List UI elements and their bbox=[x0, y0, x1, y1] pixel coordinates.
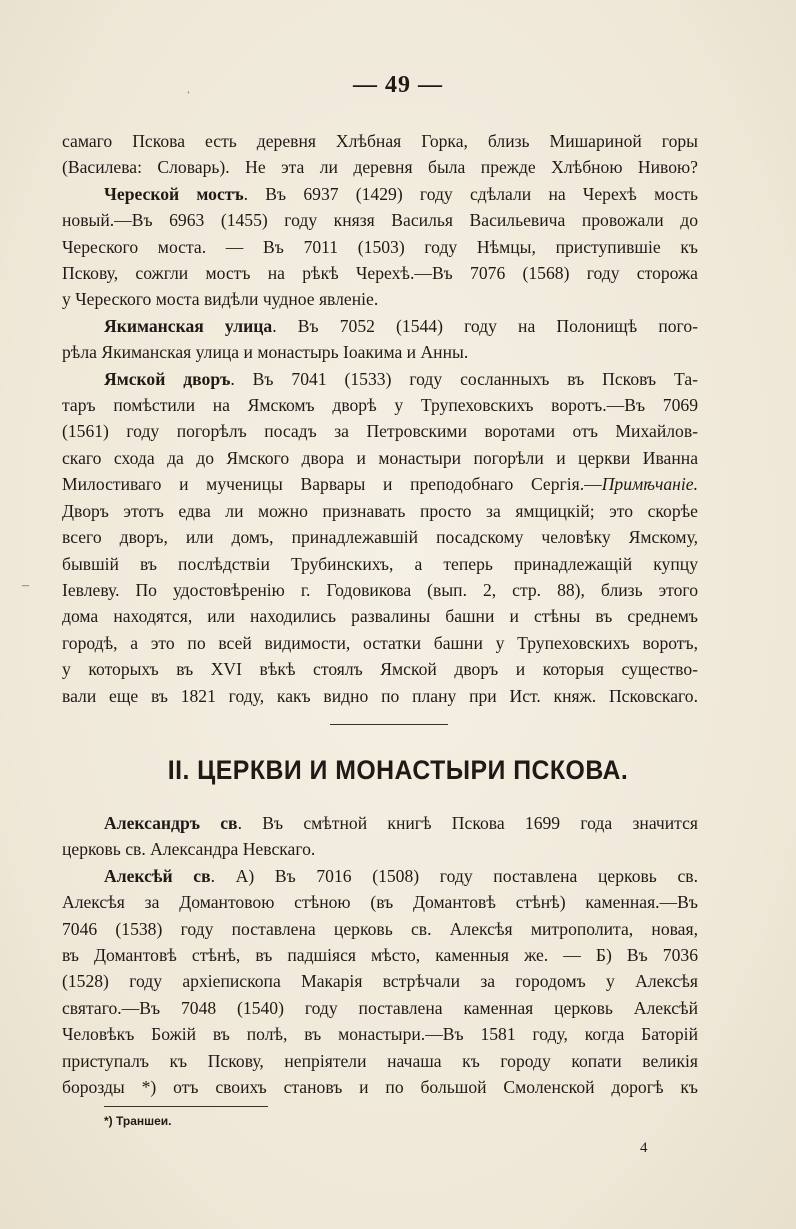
line: (1561) году погорѣлъ посадъ за Петровскими воротами отъ Михайлов- bbox=[62, 421, 698, 442]
line: . Въ 7052 (1544) году на Полонищѣ пого- bbox=[272, 315, 698, 336]
line: Череского моста. — Въ 7011 (1503) году Нѣмцы, приступившіе къ bbox=[62, 236, 698, 257]
line: у Череского моста видѣли чудное явленіе. bbox=[62, 289, 379, 310]
line: (1528) году архіепископа Макарія встрѣчали за городомъ у Алексѣя bbox=[62, 971, 698, 992]
paragraph-line bbox=[62, 836, 698, 862]
heading-term: Череской мостъ bbox=[104, 183, 244, 204]
signature-mark: 4 bbox=[640, 1140, 648, 1156]
line: Человѣкъ Божій въ полѣ, въ монастыри.—Въ 1581 году, когда Баторій bbox=[62, 1024, 698, 1045]
line: . Въ смѣтной книгѣ Пскова 1699 года значится bbox=[237, 813, 698, 833]
second-section bbox=[62, 810, 698, 1100]
heading-term: Александръ св bbox=[104, 813, 238, 833]
margin-dash: – bbox=[22, 578, 29, 593]
line: скаго схода да до Ямского двора и монастыри погорѣли и церкви Иванна bbox=[62, 447, 698, 468]
paragraph-line bbox=[62, 942, 698, 968]
heading-term: Ямской дворъ bbox=[104, 368, 231, 389]
note-label: Примѣчаніе. bbox=[601, 474, 698, 495]
paragraph-yamskoy-dvor bbox=[62, 366, 698, 392]
footnote: *) Траншеи. bbox=[104, 1114, 172, 1128]
page-number: — 49 — bbox=[353, 72, 443, 98]
paragraph-aleksey bbox=[62, 863, 698, 889]
line: у которыхъ въ XVI вѣкѣ стоялъ Ямской дворъ и которыя существо- bbox=[62, 659, 698, 680]
line: приступалъ къ Пскову, непріятели начаша къ городу копати великія bbox=[62, 1050, 698, 1071]
line: . Въ 6937 (1429) году сдѣлали на Черехѣ мость bbox=[243, 183, 698, 204]
line: Алексѣя за Домантовою стѣною (въ Домантовѣ стѣнѣ) каменная.—Въ bbox=[62, 892, 698, 913]
paragraph-line bbox=[62, 630, 698, 656]
line: борозды *) отъ своихъ становъ и по большой Смоленской дорогѣ къ bbox=[62, 1077, 698, 1098]
paragraph-line bbox=[62, 471, 698, 497]
heading-term: Якиманская улица bbox=[104, 315, 273, 336]
paragraph-gorka bbox=[62, 128, 698, 181]
line: дома находятся, или находились развалины башни и стѣны въ среднемъ bbox=[62, 606, 698, 627]
line: въ Домантовѣ стѣнѣ, въ падшіяся мѣсто, каменныя же. — Б) Въ 7036 bbox=[62, 945, 698, 966]
footnote-divider bbox=[104, 1106, 268, 1107]
paragraph-line bbox=[62, 286, 698, 312]
line: 7046 (1538) году поставлена церковь св. Алексѣя митрополита, новая, bbox=[62, 918, 698, 939]
paragraph-line bbox=[62, 498, 698, 524]
first-section bbox=[62, 128, 698, 709]
paragraph-line bbox=[62, 1021, 698, 1047]
line: новый.—Въ 6963 (1455) году князя Василья Васильевича провожали до bbox=[62, 210, 698, 231]
paragraph-line bbox=[62, 418, 698, 444]
line: городѣ, а это по всей видимости, остатки башни у Трупеховскихъ воротъ, bbox=[62, 632, 698, 653]
paragraph-line bbox=[62, 339, 698, 365]
line: Пскову, сожгли мостъ на рѣкѣ Черехѣ.—Въ 7076 (1568) году сторожа bbox=[62, 263, 698, 284]
margin-tick: ˈ bbox=[186, 90, 191, 105]
paragraph-line bbox=[62, 995, 698, 1021]
line: бывшій въ послѣдствіи Трубинскихъ, а теперь принадлежащій купцу bbox=[62, 553, 698, 574]
paragraph-line bbox=[62, 889, 698, 915]
paragraph-line bbox=[62, 916, 698, 942]
paragraph-line bbox=[62, 260, 698, 286]
line: святаго.—Въ 7048 (1540) году поставлена каменная церковь Алексѣй bbox=[62, 997, 698, 1018]
paragraph-line bbox=[62, 207, 698, 233]
paragraph-line bbox=[62, 445, 698, 471]
line: . А) Въ 7016 (1508) году поставлена церковь св. bbox=[210, 865, 699, 886]
line: таръ помѣстили на Ямскомъ дворѣ у Трупеховскихъ воротъ.—Въ 7069 bbox=[62, 395, 698, 416]
paragraph-line bbox=[62, 234, 698, 260]
paragraph-line bbox=[62, 1074, 698, 1100]
heading-term: Алексѣй св bbox=[104, 865, 211, 886]
section-divider bbox=[330, 724, 448, 725]
line: рѣла Якиманская улица и монастырь Іоакима и Анны. bbox=[62, 342, 469, 363]
paragraph-line bbox=[62, 524, 698, 550]
paragraph-chereskoy-most bbox=[62, 181, 698, 207]
paragraph-line bbox=[62, 551, 698, 577]
paragraph-line bbox=[62, 968, 698, 994]
paragraph-line bbox=[62, 683, 698, 709]
line: . Въ 7041 (1533) году сосланныхъ въ Псковъ Та- bbox=[230, 368, 698, 389]
paragraph-line bbox=[62, 603, 698, 629]
line: Милостиваго и мученицы Варвары и преподобнаго Сергія.— bbox=[62, 474, 602, 495]
paragraph-line bbox=[62, 1048, 698, 1074]
paragraph-yakimanskaya bbox=[62, 313, 698, 339]
paragraph-line bbox=[62, 656, 698, 682]
line: церковь св. Александра Невскаго. bbox=[62, 839, 316, 860]
paragraph-line bbox=[62, 577, 698, 603]
paragraph-aleksandr bbox=[62, 810, 698, 836]
line: всего дворъ, или домъ, принадлежавшій посадскому человѣку Ямскому, bbox=[62, 527, 698, 548]
paragraph-line bbox=[62, 392, 698, 418]
line: Іевлеву. По удостовѣренію г. Годовикова (вып. 2, стр. 88), близь этого bbox=[62, 579, 698, 600]
line: самаго Пскова есть деревня Хлѣбная Горка, близь Мишариной горы bbox=[62, 131, 698, 151]
line: Дворъ этотъ едва ли можно признавать просто за ямщицкій; это скорѣе bbox=[62, 500, 698, 521]
section-title: II. ЦЕРКВИ И МОНАСТЫРИ ПСКОВА. bbox=[167, 755, 629, 785]
line: (Василева: Словарь). Не эта ли деревня была прежде Хлѣбною Нивою? bbox=[62, 157, 698, 178]
line: вали еще въ 1821 году, какъ видно по плану при Ист. княж. Псковскаго. bbox=[62, 685, 698, 706]
